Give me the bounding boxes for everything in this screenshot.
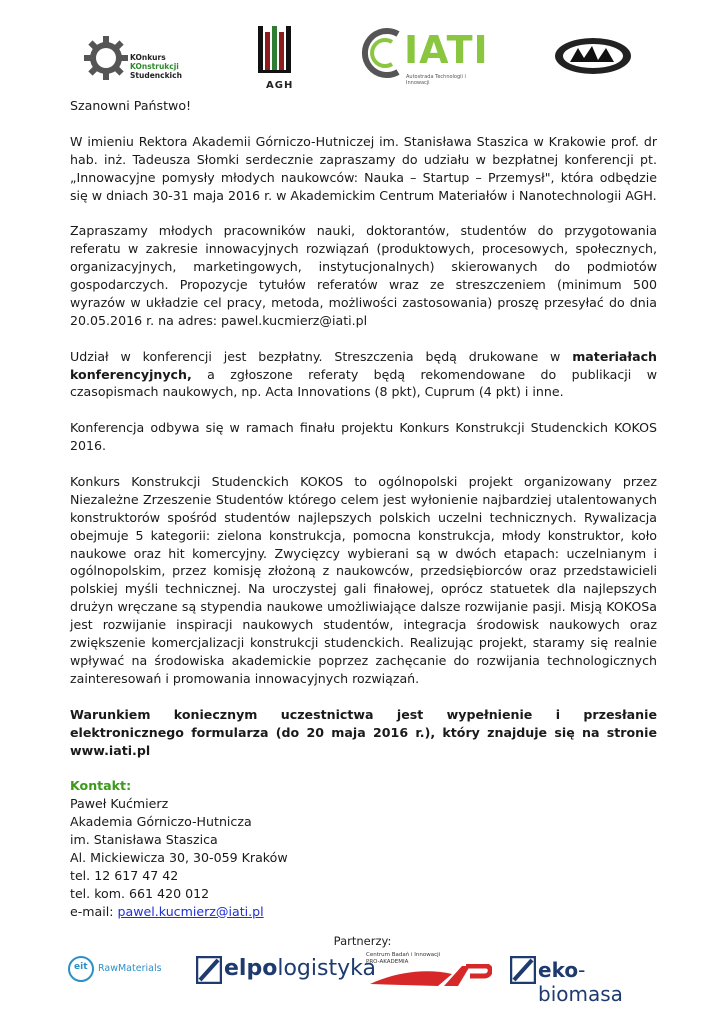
nzs-emblem-icon: [548, 28, 638, 84]
contact-org: Akademia Górniczo-Hutnicza: [70, 814, 252, 830]
paragraph-kokos-final: Konferencja odbywa się w ramach finału projektu Konkurs Konstrukcji Studenckich KOKOS 2016.: [70, 420, 657, 454]
kokos-logo: [82, 30, 192, 90]
partner-pro-akademia: [366, 952, 496, 988]
kokos-line-2: KOnstrukcji: [130, 62, 179, 71]
nzs-logo: [548, 28, 638, 84]
letter-body: [70, 97, 657, 921]
cbi-line-1: Centrum Badań i Innowacji: [366, 952, 441, 958]
eko-bold: eko: [538, 958, 579, 982]
partner-eit-rawmaterials: [68, 952, 188, 988]
iati-c-icon: [358, 24, 406, 82]
paragraph-fee: [70, 348, 657, 402]
contact-block: [70, 777, 657, 920]
contact-email-line: [70, 903, 657, 921]
partner-eko-biomasa: [510, 952, 660, 1006]
elpo-wordmark: [224, 956, 376, 981]
paragraph-fee-start: Udział w konferencji jest bezpłatny. Streszczenia będą drukowane w: [70, 348, 573, 364]
contact-mobile: tel. kom. 661 420 012: [70, 885, 210, 901]
iati-wordmark: IATI: [404, 28, 489, 72]
pro-akademia-swoosh-icon: [366, 964, 492, 990]
iati-logo: [358, 24, 488, 94]
eko-rest: -biomasa: [538, 958, 623, 1006]
contact-email-link[interactable]: pawel.kucmierz@iati.pl: [117, 903, 264, 919]
greeting: Szanowni Państwo!: [70, 98, 192, 113]
paragraph-fee-bold: materiałach konferencyjnych,: [70, 348, 657, 382]
paragraph-call-for-papers: Zapraszamy młodych pracowników nauki, doktorantów, studentów do przygotowania referatu w zakresie innowacyjnych rozwiązań (produktowych, procesowych, społecznych, organizacyjnych, marketingowych, instytucjonalnych) skierowanych do podmiotów gospodarczych. Propozycje tytułów referatów wraz ze streszczeniem (minimum 500 wyrazów w układzie cel pracy, metoda, możliwości zastosowania) proszę przesyłać do dnia 20.05.2016 r. na adres: pawel.kucmierz@iati.pl: [70, 223, 657, 328]
agh-label: AGH: [266, 80, 294, 91]
paragraph-invitation: W imieniu Rektora Akademii Górniczo-Hutniczej im. Stanisława Staszica w Krakowie prof. dr hab. inż. Tadeusza Słomki serdecznie zapraszamy do udziału w bezpłatnej konferencji pt. „Innowacyjne pomysły młodych naukowców: Nauka – Startup – Przemysł", która odbędzie się w dniach 30-31 maja 2016 r. w Akademickim Centrum Materiałów i Nanotechnologii AGH.: [70, 133, 657, 203]
header-logos: [0, 18, 725, 98]
eit-name: RawMaterials: [98, 963, 162, 974]
paragraph-kokos-description: Konkurs Konstrukcji Studenckich KOKOS to ogólnopolski projekt organizowany przez Niezależne Zrzeszenie Studentów którego celem jest wyłonienie najbardziej utalentowanych konstruktorów spośród studentów najlepszych polskich uczelni technicznych. Rywalizacja obejmuje 5 kategorii: zielona konstrukcja, pomocna konstrukcja, młody konstruktor, koło naukowe oraz hit komercyjny. Zwycięzcy wybierani są w dwóch etapach: uczelnianym i ogólnopolskim, przez komisję złożoną z naukowców, przedsiębiorców oraz przedstawicieli polskiej myśli technicznej. Na uroczystej gali finałowej, oprócz statuetek dla najlepszych drużyn wręczane są stypendia naukowe umożliwiające dalsze rozwijanie pasji. Misją KOKOSa jest rozwijanie inspiracji naukowych studentów, integracja środowisk naukowych oraz zwiększenie komercjalizacji konstrukcji studenckich. Realizując projekt, staramy się realnie wpływać na środowiska akademickie poprzez zachęcanie do rozwijania technologicznych zainteresowań i promowania innowacyjnych rozwiązań.: [70, 473, 657, 686]
agh-logo: [254, 22, 294, 96]
cbi-line-2: PRO-AKADEMIA: [366, 959, 409, 965]
contact-heading: Kontakt:: [70, 778, 132, 794]
partners-label: Partnerzy:: [333, 934, 392, 948]
kokos-line-1: KOnkurs: [130, 53, 166, 62]
eko-mark-icon: [510, 956, 536, 984]
contact-name: Paweł Kućmierz: [70, 796, 169, 812]
agh-emblem-icon: [254, 22, 294, 78]
participation-requirement: Warunkiem koniecznym uczestnictwa jest wypełnienie i przesłanie elektronicznego formularza (do 20 maja 2016 r.), który znajduje się na stronie www.iati.pl: [70, 706, 657, 758]
contact-org-2: im. Stanisława Staszica: [70, 832, 218, 848]
contact-phone: tel. 12 617 47 42: [70, 867, 179, 883]
kokos-wordmark: [130, 53, 182, 80]
contact-email-label: e-mail:: [70, 903, 118, 919]
contact-address: Al. Mickiewicza 30, 30-059 Kraków: [70, 849, 288, 865]
partner-elpologistyka: [196, 952, 376, 988]
iati-subtitle: Autostrada Technologii i Innowacji: [406, 74, 466, 86]
elpo-bold: elpo: [224, 956, 278, 981]
elpo-rest: logistyka: [277, 956, 376, 981]
elpo-mark-icon: [196, 956, 222, 984]
eko-wordmark: [538, 958, 660, 1006]
kokos-line-3: Studenckich: [130, 71, 182, 80]
eit-mark: eit: [74, 962, 88, 972]
gear-icon: [82, 34, 130, 82]
paragraph-fee-end: a zgłoszone referaty będą rekomendowane do publikacji w czasopismach naukowych, np. Acta Innovations (8 pkt), Cuprum (4 pkt) i inne.: [70, 366, 657, 400]
